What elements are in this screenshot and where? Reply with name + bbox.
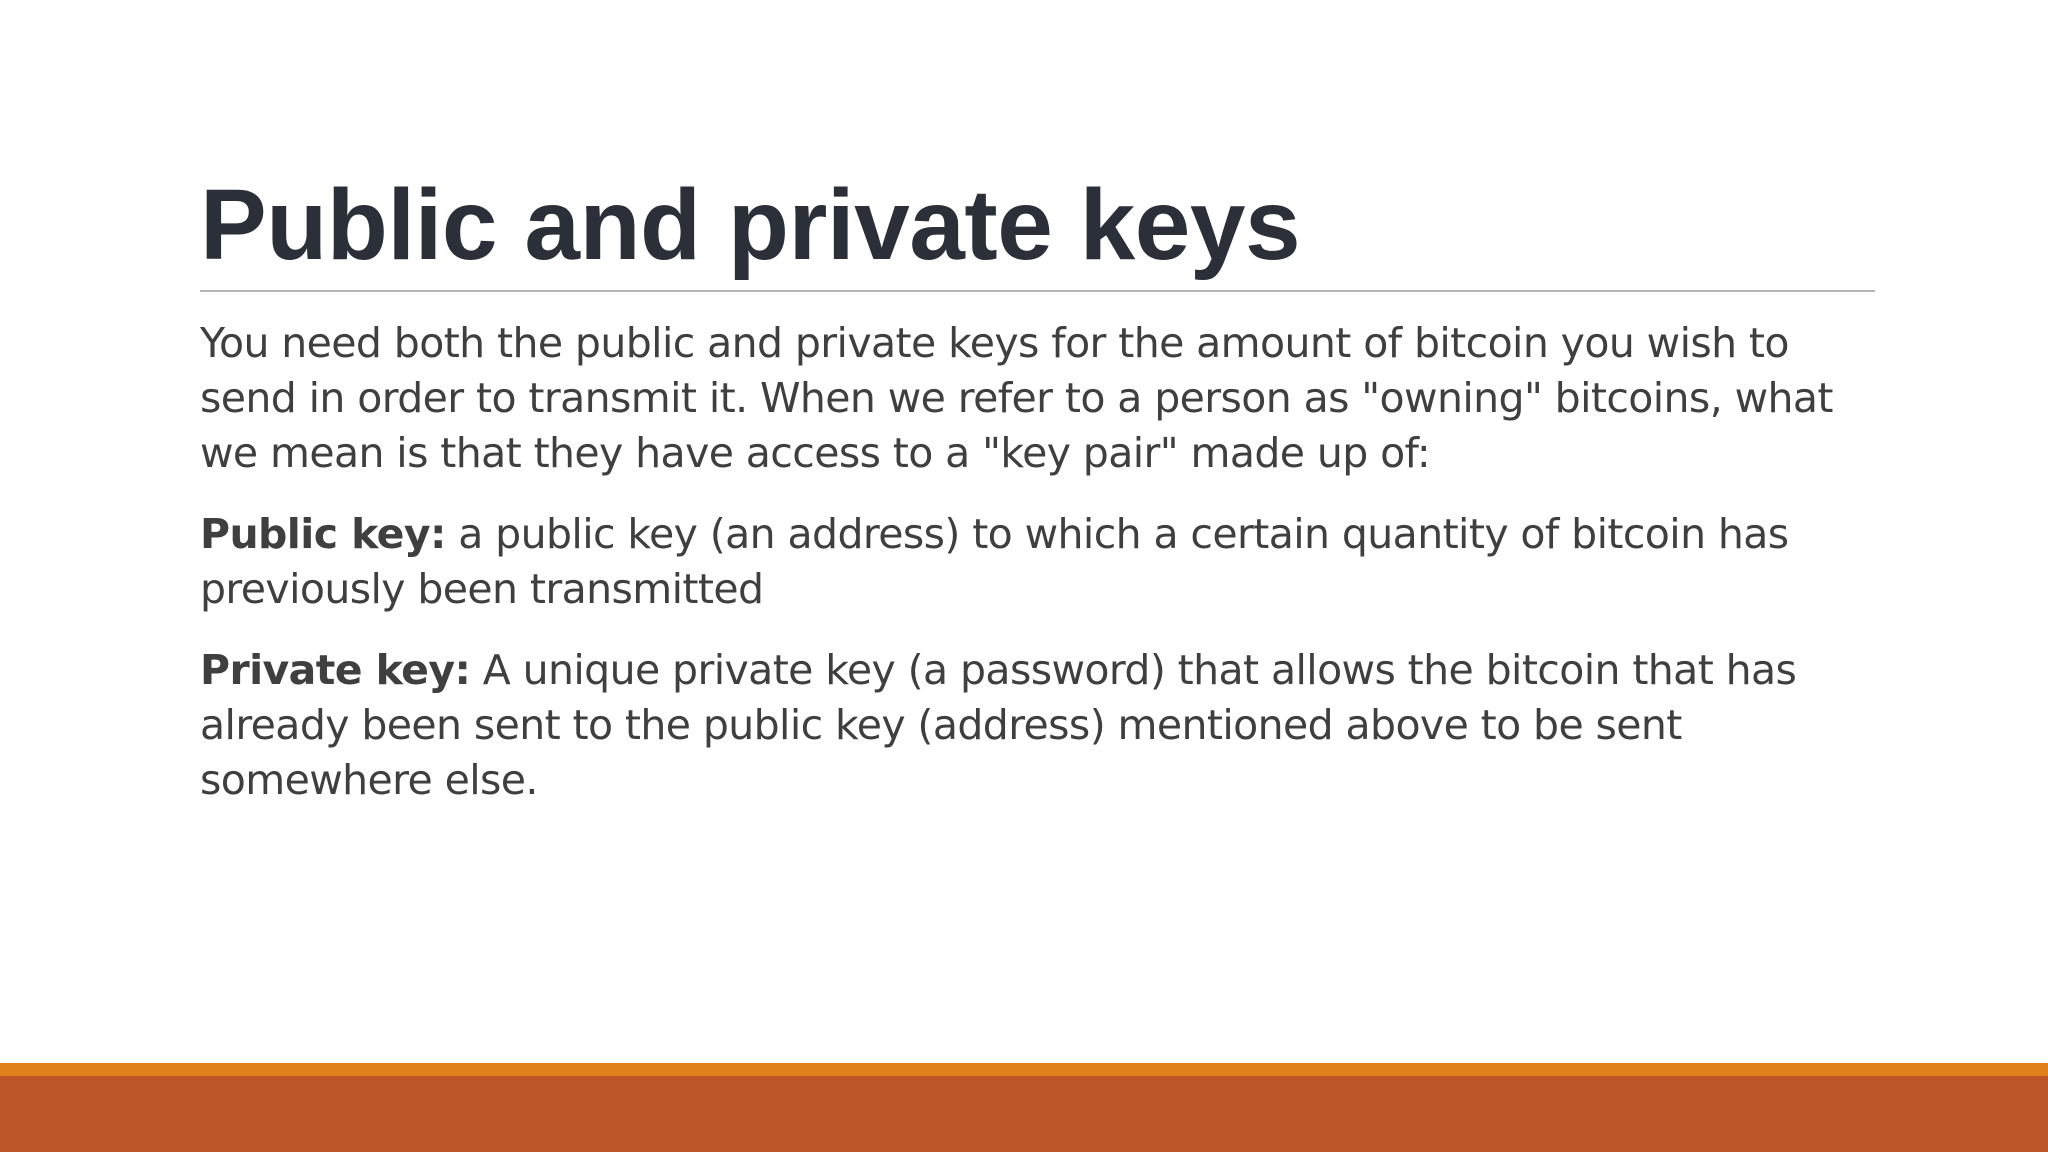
private-key-term: Private key: [200,646,471,694]
footer-band [0,1076,2048,1152]
public-key-term: Public key: [200,510,446,558]
title-divider [200,290,1875,292]
public-key-paragraph [200,507,1880,617]
footer-accent-stripe [0,1063,2048,1076]
private-key-paragraph [200,643,1880,808]
public-key-description: a public key (an address) to which a certain quantity of bitcoin has previously been transmitted [200,510,1789,613]
slide-title: Public and private keys [200,169,1301,281]
intro-paragraph: You need both the public and private keys for the amount of bitcoin you wish to send in order to transmit it. When we refer to a person as "owning" bitcoins, what we mean is that they have access to a "key pair" made up of: [200,319,1833,477]
private-key-description: A unique private key (a password) that allows the bitcoin that has already been sent to the public key (address) mentioned above to be sent somewhere else. [200,646,1797,804]
slide-body [200,316,1880,834]
